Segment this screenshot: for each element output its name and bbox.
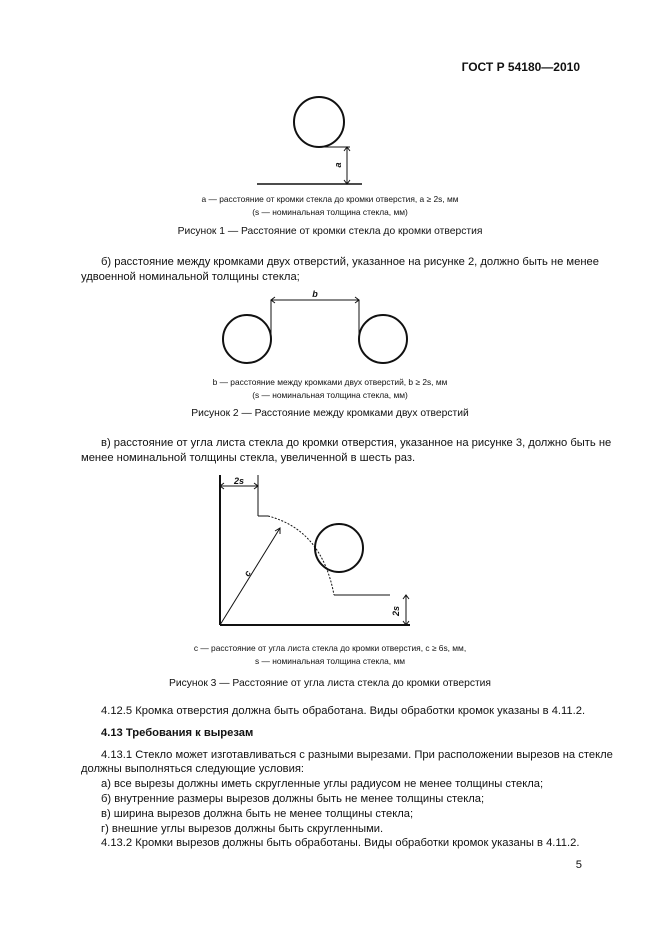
list-item-v: в) ширина вырезов должна быть не менее толщины стекла; [101, 808, 414, 820]
figure-1-diagram [250, 92, 370, 192]
hole-circle [294, 97, 344, 147]
figure-1-caption-line1: a — расстояние от кромки стекла до кромки отверстия, a ≥ 2s, мм [201, 194, 459, 204]
figure-2-caption-line1: b — расстояние между кромками двух отверстий, b ≥ 2s, мм [212, 377, 448, 387]
document-header: ГОСТ Р 54180—2010 [461, 60, 580, 74]
figure-3-diagram [210, 470, 420, 635]
list-item-b: б) внутренние размеры вырезов должны быть не менее толщины стекла; [101, 793, 485, 805]
para-v-line1: в) расстояние от угла листа стекла до кромки отверстия, указанное на рисунке 3, должно быть не [101, 437, 612, 449]
hole-circle [315, 524, 363, 572]
hole-circle-right [359, 315, 407, 363]
para-4-13-2: 4.13.2 Кромки вырезов должны быть обработаны. Виды обработки кромок указаны в 4.11.2. [101, 837, 580, 849]
dim-label-top-2s: 2s [233, 476, 245, 486]
figure-1-title: Рисунок 1 — Расстояние от кромки стекла до кромки отверстия [177, 226, 483, 237]
para-v-line2: менее номинальной толщины стекла, увеличенной в шесть раз. [81, 452, 416, 464]
figure-3-caption-line1: c — расстояние от угла листа стекла до кромки отверстия, c ≥ 6s, мм, [193, 643, 467, 653]
list-item-g: г) внешние углы вырезов должны быть скругленными. [101, 823, 384, 835]
figure-2-diagram [215, 289, 415, 372]
dim-label-side-2s: 2s [391, 605, 401, 617]
arc-c [268, 516, 334, 595]
para-b-line2: удвоенной номинальной толщины стекла; [81, 271, 300, 283]
figure-2-caption-line2: (s — номинальная толщина стекла, мм) [252, 390, 408, 400]
para-4-12-5: 4.12.5 Кромка отверстия должна быть обработана. Виды обработки кромок указаны в 4.11.2. [101, 705, 586, 717]
figure-3-title: Рисунок 3 — Расстояние от угла листа стекла до кромки отверстия [168, 678, 492, 689]
para-b-line1: б) расстояние между кромками двух отверстий, указанное на рисунке 2, должно быть не менее [101, 256, 599, 268]
para-4-13-1-line2: должны выполняться следующие условия: [81, 763, 305, 775]
dim-label-a: a [333, 162, 343, 168]
page-number: 5 [575, 859, 582, 871]
figure-3-caption-line2: s — номинальная толщина стекла, мм [255, 656, 405, 666]
figure-2-title: Рисунок 2 — Расстояние между кромками двух отверстий [191, 408, 469, 419]
dim-label-b: b [312, 289, 318, 299]
list-item-a: а) все вырезы должны иметь скругленные углы радиусом не менее толщины стекла; [101, 778, 544, 790]
dim-label-c: c [241, 568, 254, 579]
hole-circle-left [223, 315, 271, 363]
para-4-13-1-line1: 4.13.1 Стекло может изготавливаться с разными вырезами. При расположении вырезов на стекле [101, 749, 613, 761]
section-heading-4-13: 4.13 Требования к вырезам [101, 727, 254, 739]
figure-1-caption-line2: (s — номинальная толщина стекла, мм) [252, 207, 408, 217]
